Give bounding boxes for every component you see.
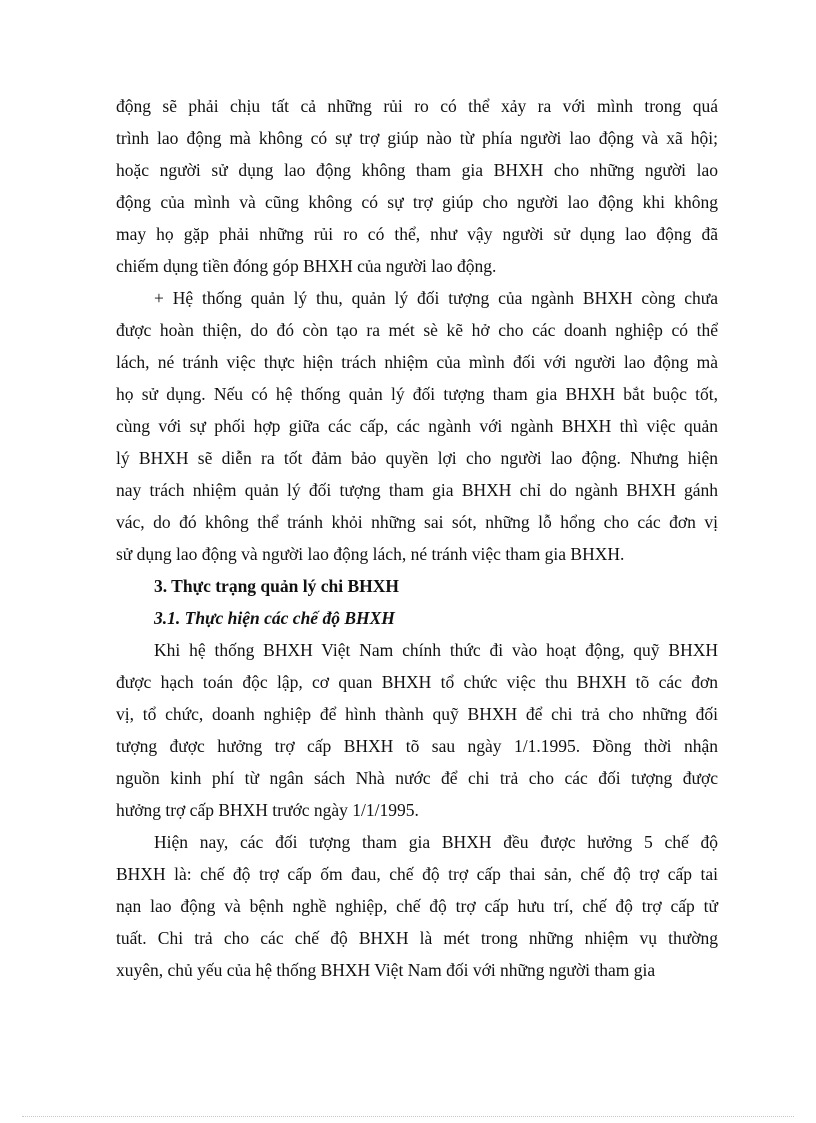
text-line: lý BHXH sẽ diễn ra tốt đảm bảo quyền lợi cho người lao động. Nhưng hiện xyxy=(116,448,718,468)
paragraph-1 xyxy=(116,90,718,282)
text-line: nguồn kinh phí từ ngân sách Nhà nước để chi trả cho các đối tượng được xyxy=(116,768,718,788)
text-line: được hoàn thiện, do đó còn tạo ra mét sè kẽ hở cho các doanh nghiệp có thể xyxy=(116,320,718,340)
paragraph-2 xyxy=(116,282,718,570)
text-line: được hạch toán độc lập, cơ quan BHXH tổ chức việc thu BHXH tõ các đơn xyxy=(116,672,718,692)
document-body xyxy=(116,90,718,986)
text-line: chiếm dụng tiền đóng góp BHXH của người lao động. xyxy=(116,256,497,276)
text-line: trình lao động mà không có sự trợ giúp nào từ phía người lao động và xã hội; xyxy=(116,128,718,148)
subsection-heading: 3.1. Thực hiện các chế độ BHXH xyxy=(154,608,395,628)
text-line: hưởng trợ cấp BHXH trước ngày 1/1/1995. xyxy=(116,800,419,820)
text-line: tượng được hưởng trợ cấp BHXH tõ sau ngày 1/1.1995. Đồng thời nhận xyxy=(116,736,718,756)
text-line: sử dụng lao động và người lao động lách, né tránh việc tham gia BHXH. xyxy=(116,544,625,564)
page-bottom-divider xyxy=(22,1116,794,1117)
text-line: động của mình và cũng không có sự trợ giúp cho người lao động khi không xyxy=(116,192,718,212)
text-line: Hiện nay, các đối tượng tham gia BHXH đều được hưởng 5 chế độ xyxy=(154,832,718,852)
section-heading: 3. Thực trạng quản lý chi BHXH xyxy=(154,576,400,596)
text-line: hoặc người sử dụng lao động không tham gia BHXH cho những người lao xyxy=(116,160,718,180)
text-line: nay trách nhiệm quản lý đối tượng tham gia BHXH chỉ do ngành BHXH gánh xyxy=(116,480,718,500)
text-line: động sẽ phải chịu tất cả những rủi ro có thể xảy ra với mình trong quá xyxy=(116,96,718,116)
text-line: vị, tổ chức, doanh nghiệp để hình thành quỹ BHXH để chi trả cho những đối xyxy=(116,704,718,724)
text-line: + Hệ thống quản lý thu, quản lý đối tượng của ngành BHXH còng chưa xyxy=(154,288,718,308)
text-line: vác, do đó không thể tránh khỏi những sai sót, những lỗ hổng cho các đơn vị xyxy=(116,512,718,532)
paragraph-3 xyxy=(116,634,718,826)
text-line: cùng với sự phối hợp giữa các cấp, các ngành với ngành BHXH thì việc quản xyxy=(116,416,718,436)
text-line: xuyên, chủ yếu của hệ thống BHXH Việt Nam đối với những người tham gia xyxy=(116,960,656,980)
paragraph-4 xyxy=(116,826,718,986)
text-line: tuất. Chi trả cho các chế độ BHXH là mét trong những nhiệm vụ thường xyxy=(116,928,718,948)
text-line: họ sử dụng. Nếu có hệ thống quản lý đối tượng tham gia BHXH bắt buộc tốt, xyxy=(116,384,718,404)
text-line: lách, né tránh việc thực hiện trách nhiệm của mình đối với người lao động mà xyxy=(116,352,718,372)
text-line: BHXH là: chế độ trợ cấp ốm đau, chế độ trợ cấp thai sản, chế độ trợ cấp tai xyxy=(116,864,718,884)
text-line: nạn lao động và bệnh nghề nghiệp, chế độ trợ cấp hưu trí, chế độ trợ cấp tử xyxy=(116,896,718,916)
text-line: may họ gặp phải những rủi ro có thể, như vậy người sử dụng lao động đã xyxy=(116,224,718,244)
text-line: Khi hệ thống BHXH Việt Nam chính thức đi vào hoạt động, quỹ BHXH xyxy=(154,640,718,660)
